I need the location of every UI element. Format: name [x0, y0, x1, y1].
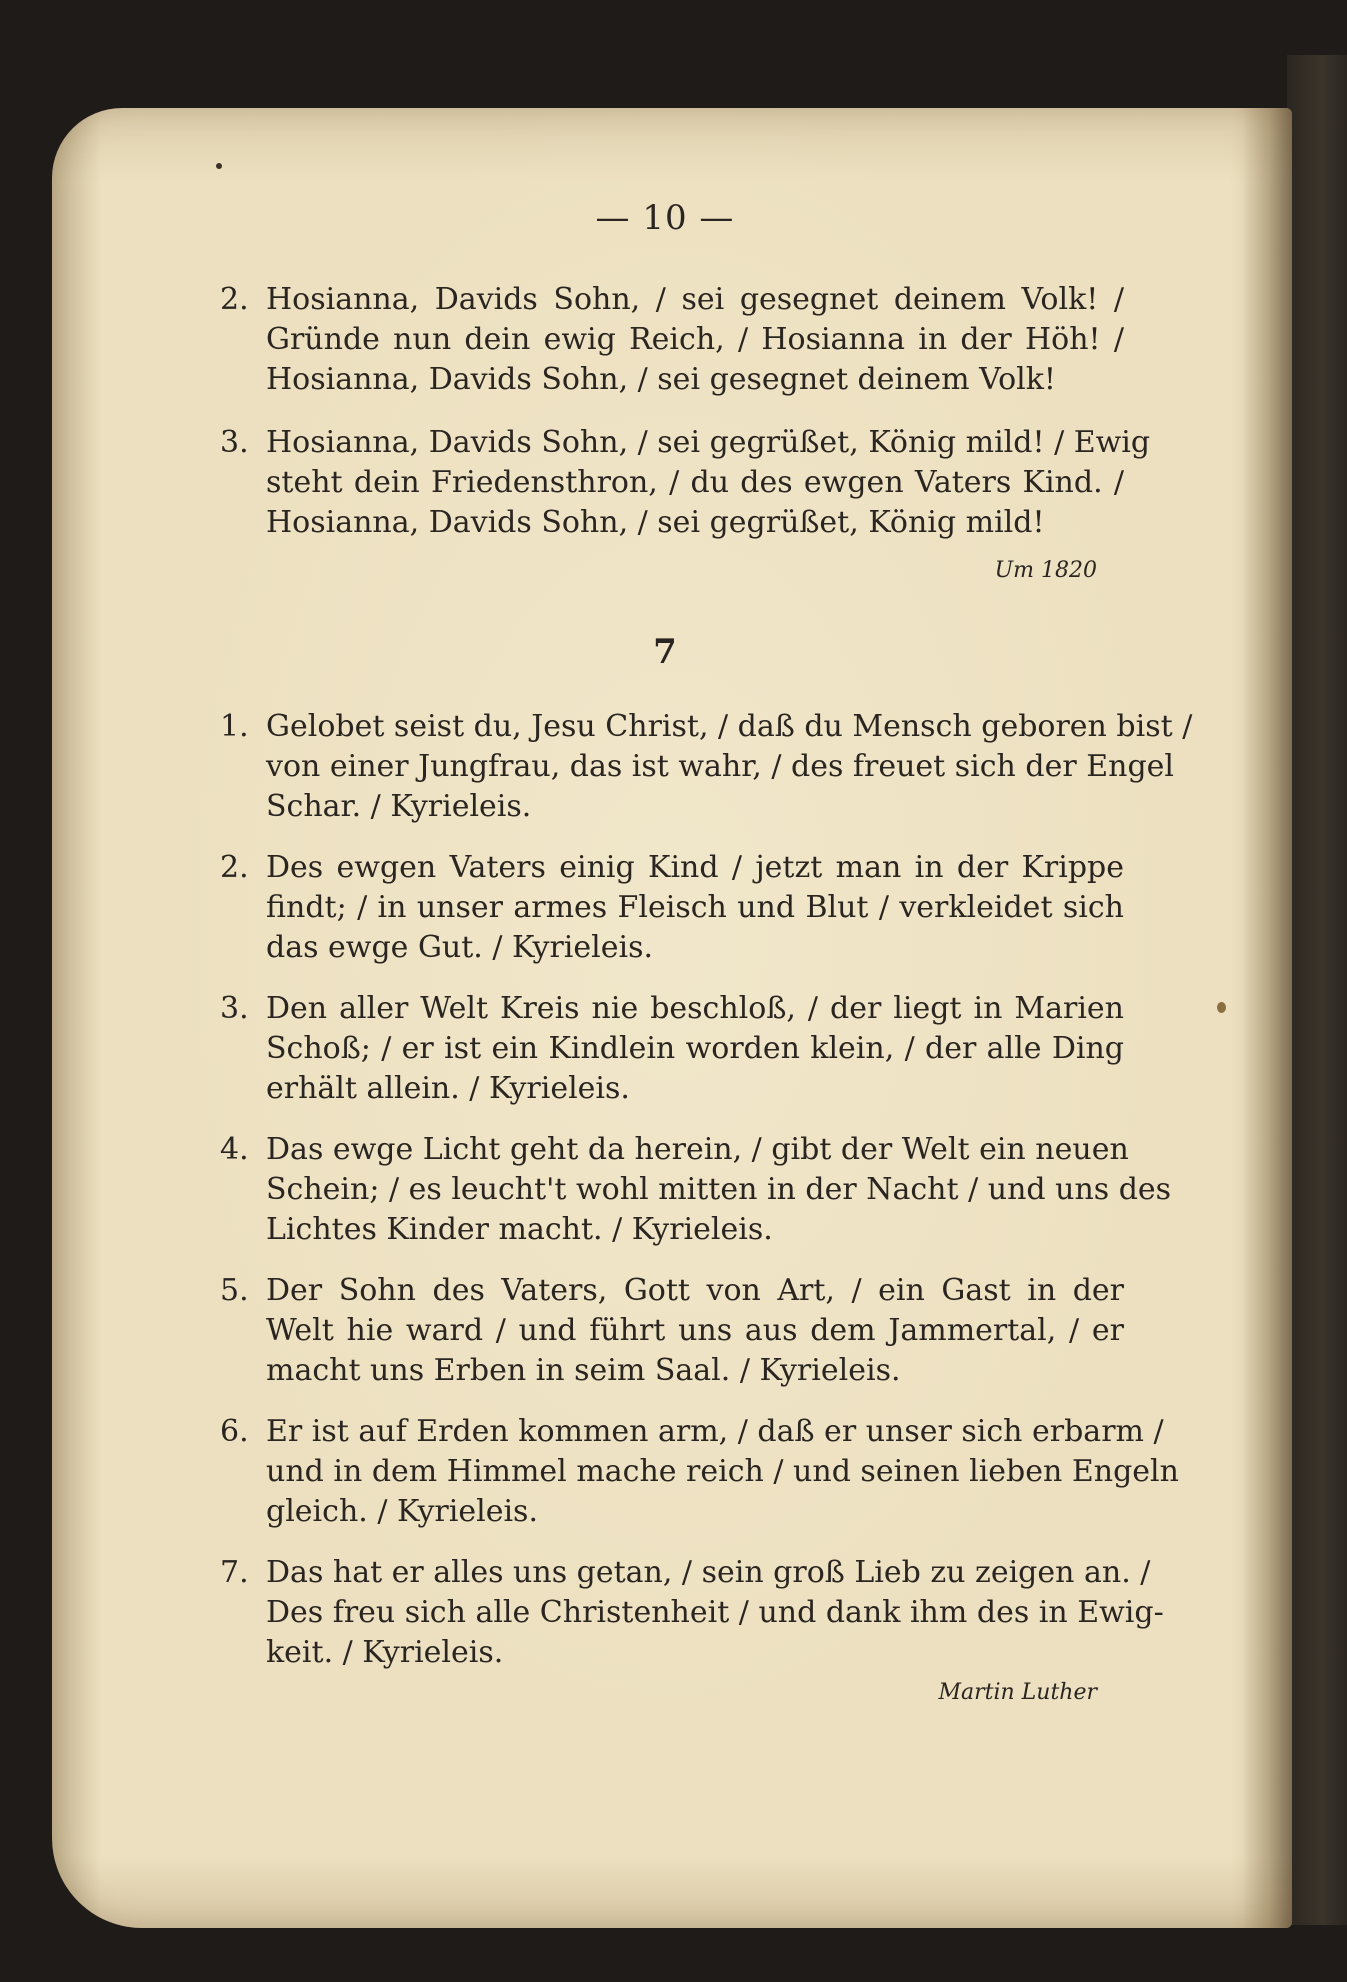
verse-line: findt; / in unser armes Fleisch und Blut / verkleidet sich [266, 890, 1124, 925]
verse-line: Hosianna, Davids Sohn, / sei gesegnet deinem Volk! / [266, 282, 1124, 317]
verse-number: 6. [220, 1414, 249, 1449]
hymn-7-verse-2 [220, 848, 1124, 968]
hymn-7-verse-7 [220, 1553, 1164, 1673]
hymn-7-verse-1 [220, 707, 1193, 827]
verse-line: Hosianna, Davids Sohn, / sei gesegnet deinem Volk! [266, 362, 1056, 397]
verse-line: steht dein Friedensthron, / du des ewgen Vaters Kind. / [266, 465, 1124, 500]
verse-number: 2. [220, 282, 249, 317]
verse-line: Er ist auf Erden kommen arm, / daß er unser sich erbarm / [266, 1414, 1164, 1449]
hymn-6-attribution: Um 1820 [994, 558, 1097, 583]
hymn-7-attribution: Martin Luther [938, 1680, 1097, 1705]
verse-line: Der Sohn des Vaters, Gott von Art, / ein Gast in der [266, 1273, 1124, 1308]
verse-number: 3. [220, 991, 249, 1026]
verse-line: und in dem Himmel mache reich / und seinen lieben Engeln [266, 1454, 1179, 1489]
hymn-7-verse-4 [220, 1130, 1172, 1250]
verse-line: Schein; / es leucht't wohl mitten in der Nacht / und uns des [266, 1172, 1172, 1207]
verse-number: 4. [220, 1132, 249, 1167]
verse-line: Schoß; / er ist ein Kindlein worden klein, / der alle Ding [266, 1031, 1124, 1066]
verse-line: macht uns Erben in seim Saal. / Kyrieleis. [266, 1353, 901, 1388]
verse-line: von einer Jungfrau, das ist wahr, / des freuet sich der Engel [266, 749, 1175, 784]
hymn-6-verse-3 [220, 423, 1151, 543]
verse-line: Des ewgen Vaters einig Kind / jetzt man in der Krippe [266, 850, 1124, 885]
hymn-number: 7 [653, 632, 677, 672]
hymn-7-verse-6 [220, 1412, 1179, 1532]
verse-line: Des freu sich alle Christenheit / und dank ihm des in Ewig- [266, 1595, 1164, 1630]
verse-line: Lichtes Kinder macht. / Kyrieleis. [266, 1212, 773, 1247]
hymn-7-verse-5 [220, 1271, 1124, 1391]
verse-line: Das hat er alles uns getan, / sein groß Lieb zu zeigen an. / [266, 1555, 1151, 1590]
verse-line: Schar. / Kyrieleis. [266, 789, 532, 824]
hymn-6-verse-2 [220, 280, 1124, 400]
verse-number: 5. [220, 1273, 249, 1308]
verse-line: erhält allein. / Kyrieleis. [266, 1071, 630, 1106]
verse-line: Hosianna, Davids Sohn, / sei gegrüßet, König mild! / Ewig [266, 425, 1151, 460]
page-number: — 10 — [595, 198, 735, 238]
verse-line: Das ewge Licht geht da herein, / gibt der Welt ein neuen [266, 1132, 1129, 1167]
verse-number: 7. [220, 1555, 249, 1590]
verse-line: das ewge Gut. / Kyrieleis. [266, 930, 654, 965]
verse-number: 2. [220, 850, 249, 885]
verse-line: Welt hie ward / und führt uns aus dem Jammertal, / er [266, 1313, 1124, 1348]
verse-line: Hosianna, Davids Sohn, / sei gegrüßet, König mild! [266, 505, 1045, 540]
hymn-7-verse-3 [220, 989, 1124, 1109]
verse-line: Gelobet seist du, Jesu Christ, / daß du Mensch geboren bist / [266, 709, 1193, 744]
verse-number: 1. [220, 709, 249, 744]
verse-line: keit. / Kyrieleis. [266, 1635, 504, 1670]
verse-line: Gründe nun dein ewig Reich, / Hosianna in der Höh! / [266, 322, 1124, 357]
verse-number: 3. [220, 425, 249, 460]
verse-line: gleich. / Kyrieleis. [266, 1494, 538, 1529]
verse-line: Den aller Welt Kreis nie beschloß, / der liegt in Marien [266, 991, 1124, 1026]
